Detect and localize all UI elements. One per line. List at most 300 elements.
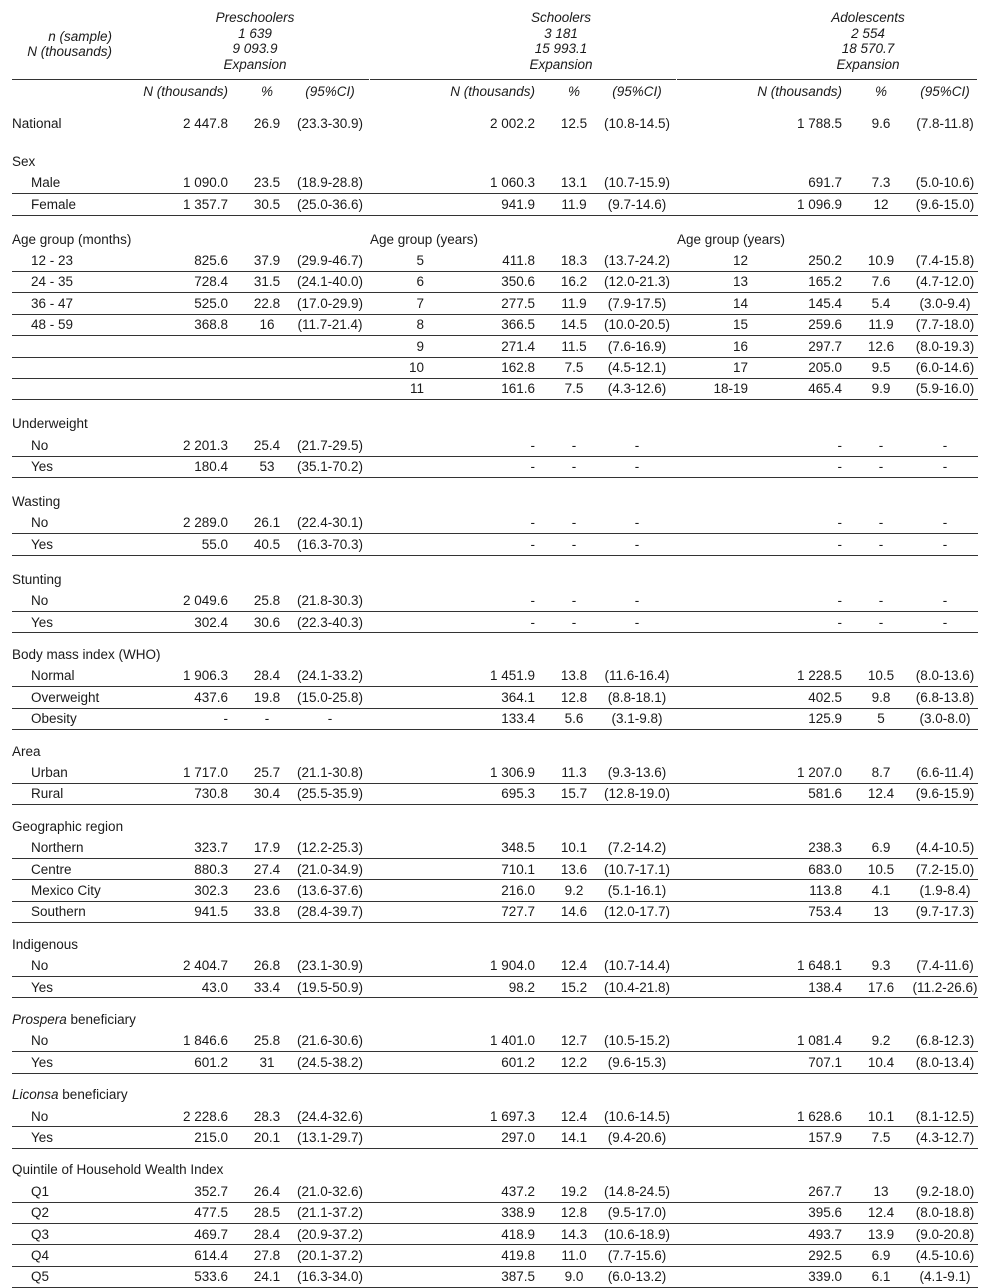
cell-pct: 13 — [873, 1183, 889, 1199]
cell-pct: 33.8 — [253, 904, 281, 920]
cell-ci: (20.9-37.2) — [296, 1226, 364, 1242]
row-label: Rural — [31, 786, 64, 802]
row-divider — [677, 858, 978, 859]
cell-pct: 26.9 — [253, 116, 281, 131]
row-divider — [677, 708, 978, 709]
group-header-n: 3 181 — [544, 25, 578, 41]
cell-pct: 10.1 — [867, 1108, 895, 1124]
cell-pct: 25.4 — [253, 437, 281, 453]
row-label: 48 - 59 — [31, 317, 74, 333]
row-divider — [370, 314, 677, 315]
cell-n: 43.0 — [201, 979, 228, 995]
row-divider — [677, 378, 978, 379]
row-divider — [12, 314, 370, 315]
cell-ci: (24.1-33.2) — [296, 668, 364, 684]
cell-ci: (29.9-46.7) — [296, 253, 364, 268]
cell-n: 297.0 — [501, 1129, 535, 1145]
row-label: Yes — [31, 1054, 54, 1070]
row-divider — [12, 79, 369, 80]
row-divider — [677, 456, 978, 457]
cell-ci: (7.7-18.0) — [915, 317, 975, 333]
group-header-name: Preschoolers — [215, 10, 295, 25]
cell-n: 368.8 — [194, 317, 228, 333]
cell-ci: - — [634, 437, 640, 453]
cell-pct: 30.4 — [253, 786, 281, 802]
cell-pct: 12 — [873, 196, 889, 212]
row-label: Northern — [31, 840, 84, 856]
cell-n: 728.4 — [194, 274, 228, 290]
section-title-schoolers: Age group (years) — [370, 231, 479, 247]
cell-pct: 12.4 — [867, 786, 895, 802]
cell-n: 1 207.0 — [796, 764, 842, 780]
cell-n: 238.3 — [808, 840, 842, 856]
group-header-N: 9 093.9 — [232, 41, 278, 56]
cell-pct: 13.8 — [560, 668, 588, 684]
cell-ci: (9.6-15.0) — [915, 196, 975, 212]
cell-ci: (8.0-19.3) — [915, 338, 975, 354]
cell-pct: 10.9 — [867, 253, 895, 268]
row-divider — [12, 1223, 370, 1224]
cell-pct: 10.4 — [867, 1054, 895, 1070]
section-title: Quintile of Household Wealth Index — [12, 1162, 224, 1178]
cell-ci: (9.4-20.6) — [607, 1129, 667, 1145]
cell-n: 691.7 — [808, 175, 842, 191]
cell-n: 1 451.9 — [489, 668, 535, 684]
cell-pct: 9.2 — [871, 1033, 891, 1049]
row-divider — [370, 533, 677, 534]
cell-pct: 25.8 — [253, 593, 281, 609]
cell-pct: 31.5 — [253, 274, 281, 290]
cell-pct: - — [878, 593, 884, 609]
cell-ci: (3.1-9.8) — [611, 711, 663, 727]
cell-n: 710.1 — [501, 861, 535, 877]
cell-n: 395.6 — [808, 1205, 842, 1221]
section-title: Age group (months) — [12, 231, 132, 247]
cell-pct: 7.6 — [871, 274, 891, 290]
cell-pct: 12.8 — [560, 689, 588, 705]
col-header-ci: (95%CI) — [920, 84, 970, 99]
cell-pct: 14.3 — [560, 1226, 588, 1242]
cell-n: - — [530, 459, 535, 475]
cell-pct: 14.1 — [560, 1129, 588, 1145]
cell-ci: (21.8-30.3) — [296, 593, 364, 609]
cell-ci: (23.3-30.9) — [296, 116, 364, 131]
section-title-adolescents: Age group (years) — [677, 231, 786, 247]
row-label: No — [31, 593, 49, 609]
cell-pct: 12.4 — [560, 958, 588, 974]
cell-ci: (16.3-70.3) — [296, 536, 364, 552]
row-divider — [677, 632, 978, 633]
cell-ci: (4.3-12.7) — [915, 1129, 975, 1145]
cell-pct: 9.8 — [871, 689, 891, 705]
cell-ci: - — [634, 536, 640, 552]
cell-n: 1 081.4 — [796, 1033, 842, 1049]
cell-pct: 20.1 — [253, 1129, 281, 1145]
cell-pct: 16 — [259, 317, 275, 333]
row-label: 12 - 23 — [31, 253, 74, 268]
cell-ci: (9.2-18.0) — [915, 1183, 975, 1199]
cell-n: 601.2 — [501, 1054, 535, 1070]
cell-pct: 11.5 — [561, 338, 587, 354]
col-header-n: N (thousands) — [450, 84, 535, 99]
row-divider — [12, 533, 370, 534]
row-label: Q5 — [31, 1269, 50, 1285]
cell-pct: 33.4 — [253, 979, 281, 995]
section-title — [12, 1012, 412, 1028]
row-label: Male — [31, 175, 61, 191]
cell-n: 165.2 — [808, 274, 842, 290]
section-title — [12, 1087, 412, 1103]
row-divider — [12, 997, 370, 998]
row-label: No — [31, 1033, 49, 1049]
row-divider — [12, 456, 370, 457]
cell-pct: - — [571, 614, 577, 630]
cell-pct: 6.9 — [871, 840, 891, 856]
cell-ci: (5.1-16.1) — [607, 882, 667, 898]
group-header-exp: Expansion — [529, 56, 593, 72]
row-divider — [677, 1126, 978, 1127]
cell-n: 2 404.7 — [182, 958, 228, 974]
cell-n: 366.5 — [501, 317, 535, 333]
cell-ci: - — [634, 614, 640, 630]
row-divider — [12, 1202, 370, 1203]
cell-pct: 16.2 — [560, 274, 588, 290]
cell-pct: 11.9 — [561, 196, 587, 212]
cell-ci: (21.0-34.9) — [296, 861, 364, 877]
cell-ci: (24.5-38.2) — [296, 1054, 364, 1070]
row-divider — [12, 632, 370, 633]
row-label: No — [31, 437, 49, 453]
cell-n: - — [530, 614, 535, 630]
cell-ci: (10.6-14.5) — [603, 1108, 671, 1124]
cell-n: 55.0 — [201, 536, 228, 552]
cell-n: 402.5 — [808, 689, 842, 705]
cell-ci: - — [634, 459, 640, 475]
cell-pct: - — [264, 711, 270, 727]
row-label: Q1 — [31, 1183, 50, 1199]
row-divider — [370, 1126, 677, 1127]
cell-pct: 12.7 — [560, 1033, 588, 1049]
row-divider — [677, 997, 978, 998]
row-divider — [12, 611, 370, 612]
cell-n: 267.7 — [808, 1183, 842, 1199]
row-divider — [370, 79, 676, 80]
section-title: Sex — [12, 153, 36, 169]
cell-ci: (28.4-39.7) — [296, 904, 364, 920]
cell-pct: - — [571, 515, 577, 531]
cell-pct: 6.9 — [871, 1247, 891, 1263]
row-divider — [370, 399, 677, 400]
cell-pct: 17.6 — [867, 979, 895, 995]
cell-ci: (12.8-19.0) — [603, 786, 671, 802]
cell-pct: 27.4 — [253, 861, 281, 877]
cell-n: 2 049.6 — [182, 593, 228, 609]
cell-ci: (13.6-37.6) — [296, 882, 364, 898]
cell-n: 477.5 — [194, 1205, 228, 1221]
cell-ci: (4.5-10.6) — [915, 1247, 975, 1263]
cell-ci: - — [327, 711, 333, 727]
row-divider — [12, 1051, 370, 1052]
row-divider — [370, 456, 677, 457]
cell-n: 277.5 — [501, 295, 535, 311]
cell-ci: (8.0-13.6) — [915, 668, 975, 684]
cell-n: 2 447.8 — [182, 116, 228, 131]
cell-ci: (7.4-15.8) — [915, 253, 975, 268]
cell-ci: (5.9-16.0) — [915, 381, 975, 397]
cell-n: 216.0 — [501, 882, 535, 898]
cell-pct: 28.4 — [253, 1226, 281, 1242]
col-header-n: N (thousands) — [757, 84, 842, 99]
cell-n: 352.7 — [194, 1183, 228, 1199]
cell-ci: - — [942, 614, 948, 630]
cell-pct: 12.6 — [867, 338, 895, 354]
cell-n: 145.4 — [808, 295, 842, 311]
cell-n: 1 306.9 — [489, 764, 535, 780]
cell-ci: (7.4-11.6) — [916, 958, 974, 974]
cell-n: 525.0 — [194, 295, 228, 311]
section-title-rest: beneficiary — [58, 1087, 128, 1103]
row-label: Yes — [31, 614, 54, 630]
row-divider — [677, 611, 978, 612]
row-divider — [12, 976, 370, 977]
row-divider — [677, 1148, 978, 1149]
cell-ci: (17.0-29.9) — [296, 295, 364, 311]
cell-pct: 12.5 — [560, 116, 588, 131]
row-divider — [370, 1073, 677, 1074]
row-divider — [370, 357, 677, 358]
cell-n: 941.9 — [501, 196, 535, 212]
cell-ci: (6.0-13.2) — [607, 1269, 667, 1285]
cell-n: - — [837, 515, 842, 531]
cell-pct: 26.8 — [253, 958, 281, 974]
cell-n: 292.5 — [808, 1247, 842, 1263]
cell-n: - — [837, 437, 842, 453]
row-label: Centre — [31, 861, 72, 877]
cell-n: 1 357.7 — [182, 196, 228, 212]
cell-ci: (10.8-14.5) — [603, 116, 671, 131]
cell-ci: (21.6-30.6) — [296, 1033, 364, 1049]
row-label: Yes — [31, 536, 54, 552]
cell-ci: (20.1-37.2) — [296, 1247, 364, 1263]
row-divider — [12, 708, 370, 709]
section-title-italic: Liconsa — [12, 1087, 59, 1103]
cell-pct: 7.5 — [871, 1129, 891, 1145]
row-divider — [677, 1223, 978, 1224]
cell-ci: (11.6-16.4) — [604, 668, 670, 684]
row-divider — [677, 477, 978, 478]
cell-n: 338.9 — [501, 1205, 535, 1221]
cell-ci: (5.0-10.6) — [915, 175, 975, 191]
row-divider — [677, 783, 978, 784]
row-divider — [677, 804, 978, 805]
col-header-pct: % — [260, 84, 273, 99]
col-header-pct: % — [874, 84, 887, 99]
cell-n: 437.6 — [194, 689, 228, 705]
cell-n: 98.2 — [508, 979, 535, 995]
row-divider — [677, 215, 978, 216]
row-divider — [12, 193, 370, 194]
cell-ci: (12.2-25.3) — [296, 840, 364, 856]
cell-ci: (3.0-8.0) — [919, 711, 971, 727]
cell-n: 880.3 — [194, 861, 228, 877]
cell-n: 250.2 — [808, 253, 842, 268]
cell-ci: (6.8-13.8) — [915, 689, 975, 705]
row-label-schoolers: 11 — [409, 381, 424, 397]
row-divider — [370, 1148, 677, 1149]
cell-pct: 19.2 — [560, 1183, 588, 1199]
row-divider — [12, 271, 370, 272]
cell-pct: 53 — [259, 459, 275, 475]
row-divider — [370, 193, 677, 194]
cell-ci: - — [634, 593, 640, 609]
cell-n: 323.7 — [194, 840, 228, 856]
cell-ci: (13.1-29.7) — [296, 1129, 364, 1145]
cell-pct: 22.8 — [253, 295, 281, 311]
section-title: Stunting — [12, 571, 62, 587]
cell-ci: - — [942, 459, 948, 475]
cell-ci: (24.4-32.6) — [296, 1108, 364, 1124]
cell-ci: (21.1-37.2) — [296, 1205, 364, 1221]
cell-ci: (7.8-11.8) — [916, 116, 974, 131]
cell-pct: 5.4 — [871, 295, 891, 311]
cell-n: 157.9 — [808, 1129, 842, 1145]
row-divider — [370, 879, 677, 880]
row-divider — [12, 922, 370, 923]
cell-pct: 9.2 — [564, 882, 584, 898]
cell-pct: 28.3 — [253, 1108, 281, 1124]
row-divider — [12, 804, 370, 805]
cell-pct: 13.1 — [560, 175, 588, 191]
row-divider — [12, 901, 370, 902]
row-label-adolescents: 13 — [732, 274, 748, 290]
cell-ci: (21.0-32.6) — [296, 1183, 364, 1199]
row-divider — [370, 729, 677, 730]
cell-ci: (7.2-14.2) — [607, 840, 667, 856]
cell-n: 133.4 — [501, 711, 535, 727]
row-divider — [677, 193, 978, 194]
row-divider — [677, 1202, 978, 1203]
cell-pct: 30.5 — [253, 196, 281, 212]
cell-n: - — [837, 614, 842, 630]
cell-pct: 7.3 — [871, 175, 891, 191]
row-label-adolescents: 17 — [732, 360, 748, 375]
cell-pct: 31 — [259, 1054, 275, 1070]
cell-n: 753.4 — [808, 904, 842, 920]
cell-n: 302.3 — [194, 882, 228, 898]
cell-n: 614.4 — [194, 1247, 228, 1263]
row-divider — [677, 399, 978, 400]
cell-ci: (6.6-11.4) — [916, 764, 974, 780]
cell-pct: 24.1 — [253, 1269, 281, 1285]
row-divider — [677, 1073, 978, 1074]
row-divider — [370, 555, 677, 556]
cell-pct: 40.5 — [253, 536, 281, 552]
cell-pct: 18.3 — [560, 253, 588, 268]
cell-pct: - — [571, 437, 577, 453]
row-divider — [677, 901, 978, 902]
cell-pct: 9.3 — [871, 958, 891, 974]
col-header-ci: (95%CI) — [612, 84, 662, 99]
row-divider — [370, 997, 677, 998]
cell-n: - — [530, 515, 535, 531]
cell-ci: (10.7-15.9) — [603, 175, 671, 191]
row-label-schoolers: 7 — [416, 295, 424, 311]
row-divider — [12, 477, 370, 478]
cell-pct: 23.6 — [253, 882, 281, 898]
col-header-pct: % — [567, 84, 580, 99]
cell-n: 1 697.3 — [489, 1108, 535, 1124]
cell-ci: - — [942, 593, 948, 609]
cell-pct: 4.1 — [871, 882, 891, 898]
col-header-n: N (thousands) — [143, 84, 228, 99]
row-divider — [12, 686, 370, 687]
cell-n: 2 228.6 — [182, 1108, 228, 1124]
cell-pct: 9.9 — [871, 381, 891, 397]
cell-n: 419.8 — [501, 1247, 535, 1263]
row-divider — [677, 533, 978, 534]
cell-n: 581.6 — [808, 786, 842, 802]
cell-n: 364.1 — [501, 689, 535, 705]
cell-pct: 25.7 — [253, 764, 281, 780]
cell-n: 1 788.5 — [796, 116, 842, 131]
cell-n: 1 628.6 — [796, 1108, 842, 1124]
cell-ci: (21.1-30.8) — [296, 764, 364, 780]
row-divider — [12, 1148, 370, 1149]
row-label-adolescents: 14 — [732, 295, 748, 311]
cell-n: 215.0 — [194, 1129, 228, 1145]
cell-n: 297.7 — [808, 338, 842, 354]
row-divider — [370, 858, 677, 859]
row-label: Q2 — [31, 1205, 50, 1221]
cell-n: 205.0 — [808, 360, 842, 375]
row-label: No — [31, 515, 49, 531]
cell-pct: 12.2 — [560, 1054, 588, 1070]
row-divider — [12, 378, 370, 379]
row-divider — [12, 1126, 370, 1127]
cell-pct: 28.4 — [253, 668, 281, 684]
cell-n: 941.5 — [194, 904, 228, 920]
cell-n: 138.4 — [808, 979, 842, 995]
row-label: Yes — [31, 979, 54, 995]
cell-ci: (8.0-18.8) — [915, 1205, 975, 1221]
row-label: Q4 — [31, 1247, 50, 1263]
cell-pct: 14.6 — [560, 904, 588, 920]
cell-ci: (16.3-34.0) — [296, 1269, 364, 1285]
row-divider — [12, 399, 370, 400]
row-divider — [370, 804, 677, 805]
cell-ci: (6.0-14.6) — [915, 360, 975, 375]
row-divider — [370, 708, 677, 709]
cell-n: 418.9 — [501, 1226, 535, 1242]
cell-ci: (4.7-12.0) — [915, 274, 975, 290]
header-left-label: n (sample) — [48, 29, 112, 44]
row-divider — [12, 783, 370, 784]
row-label: National — [12, 116, 62, 131]
row-divider — [677, 335, 978, 336]
cell-n: 1 090.0 — [182, 175, 228, 191]
row-divider — [12, 555, 370, 556]
cell-ci: (11.7-21.4) — [297, 317, 363, 333]
row-label: Q3 — [31, 1226, 50, 1242]
cell-n: 161.6 — [501, 381, 535, 397]
cell-ci: (7.7-15.6) — [607, 1247, 667, 1263]
row-divider — [677, 79, 977, 80]
row-divider — [12, 357, 370, 358]
row-divider — [370, 1202, 677, 1203]
row-label: Obesity — [31, 711, 77, 727]
row-divider — [370, 901, 677, 902]
cell-n: 1 906.3 — [182, 668, 228, 684]
